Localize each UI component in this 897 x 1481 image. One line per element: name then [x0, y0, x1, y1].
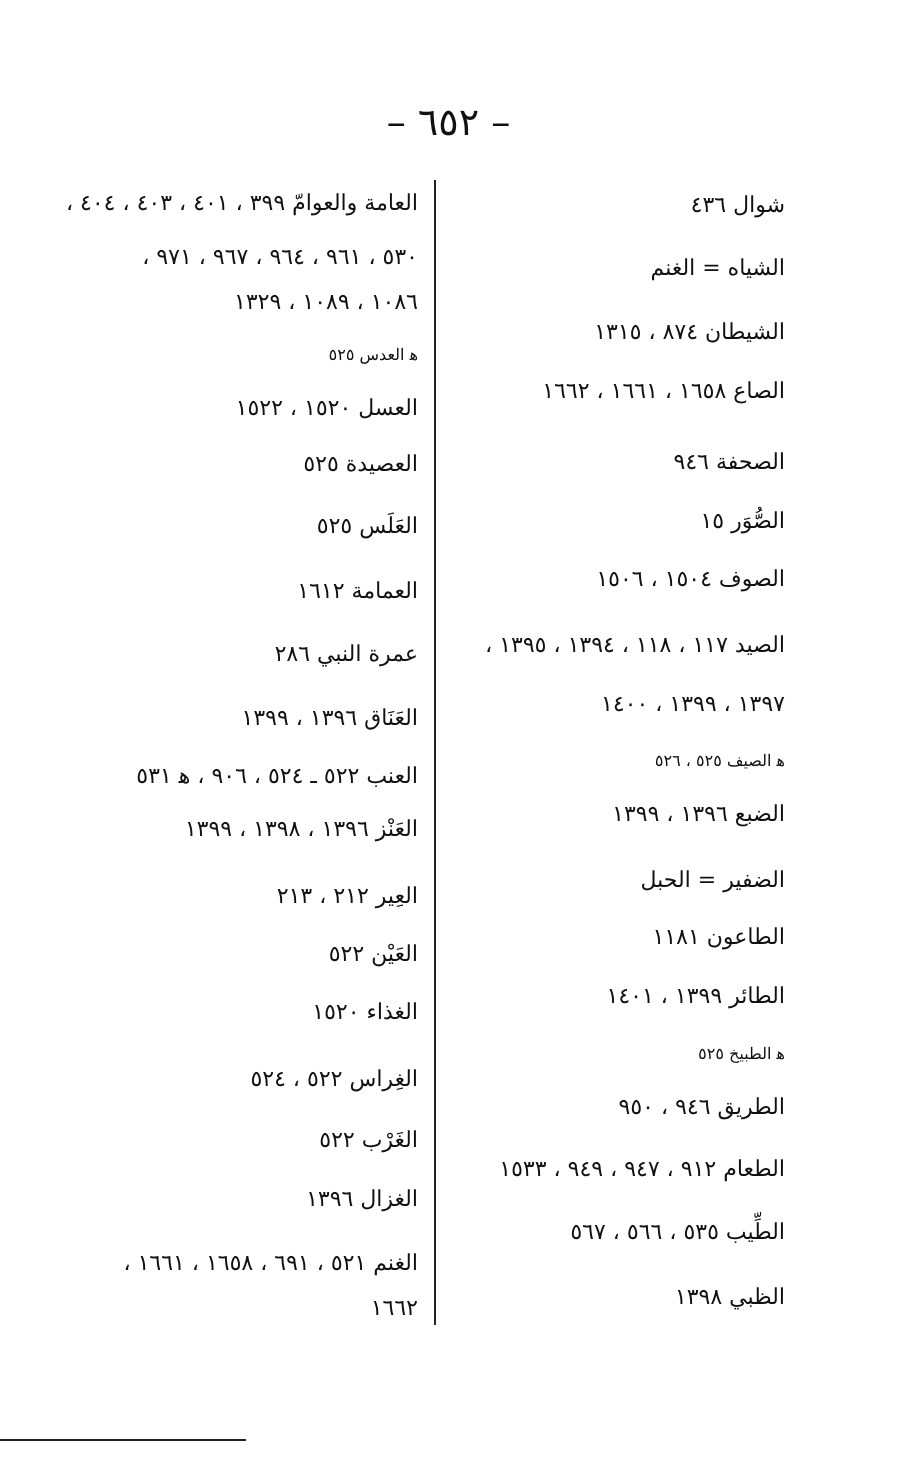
index-entry: ﻫ الطبيخ ٥٢٥ [698, 1044, 785, 1063]
index-entry: الغنم ٥٢١ ، ٦٩١ ، ١٦٥٨ ، ١٦٦١ ، [123, 1251, 418, 1276]
index-entry: الصوف ١٥٠٤ ، ١٥٠٦ [596, 567, 785, 592]
index-entry: العصيدة ٥٢٥ [303, 452, 418, 477]
index-entry: العامة والعوامّ ٣٩٩ ، ٤٠١ ، ٤٠٣ ، ٤٠٤ ، [65, 191, 418, 216]
index-entry: العمامة ١٦١٢ [297, 579, 418, 604]
index-entry: الطريق ٩٤٦ ، ٩٥٠ [618, 1095, 785, 1120]
index-entry: ١٠٨٦ ، ١٠٨٩ ، ١٣٢٩ [234, 290, 418, 315]
page-number: – ٦٥٢ – [386, 100, 511, 144]
index-entry: العَيْن ٥٢٢ [328, 942, 418, 967]
index-entry: ﻫ العدس ٥٢٥ [328, 345, 418, 364]
index-entry: الغذاء ١٥٢٠ [312, 1000, 418, 1025]
index-entry: الصيد ١١٧ ، ١١٨ ، ١٣٩٤ ، ١٣٩٥ ، [485, 633, 785, 658]
index-entry: الطعام ٩١٢ ، ٩٤٧ ، ٩٤٩ ، ١٥٣٣ [499, 1157, 785, 1182]
index-entry: شوال ٤٣٦ [690, 193, 785, 218]
footer-rule [0, 1439, 246, 1441]
index-entry: الشياه = الغنم [650, 256, 785, 281]
index-entry: العَنْز ١٣٩٦ ، ١٣٩٨ ، ١٣٩٩ [184, 817, 418, 842]
index-entry: الصحفة ٩٤٦ [673, 450, 785, 475]
index-entry: العنب ٥٢٢ ـ ٥٢٤ ، ٩٠٦ ، ﻫ ٥٣١ [136, 764, 418, 789]
index-entry: العَنَاق ١٣٩٦ ، ١٣٩٩ [241, 706, 418, 731]
index-entry: الصُّوَر ١٥ [700, 509, 785, 534]
index-entry: الشيطان ٨٧٤ ، ١٣١٥ [594, 320, 785, 345]
index-entry: الضبع ١٣٩٦ ، ١٣٩٩ [612, 802, 785, 827]
index-entry: العسل ١٥٢٠ ، ١٥٢٢ [235, 396, 418, 421]
index-entry: العِير ٢١٢ ، ٢١٣ [276, 884, 418, 909]
index-entry: الظبي ١٣٩٨ [674, 1285, 785, 1310]
index-entry: الغزال ١٣٩٦ [306, 1187, 418, 1212]
index-entry: العَلَس ٥٢٥ [316, 514, 418, 539]
index-entry: الغِراس ٥٢٢ ، ٥٢٤ [250, 1067, 418, 1092]
index-entry: الضفير = الحبل [640, 868, 785, 893]
index-entry: ﻫ الصيف ٥٢٥ ، ٥٢٦ [654, 751, 785, 770]
index-entry: الطِّيب ٥٣٥ ، ٥٦٦ ، ٥٦٧ [570, 1220, 785, 1245]
index-entry: ١٦٦٢ [370, 1296, 418, 1321]
index-entry: ١٣٩٧ ، ١٣٩٩ ، ١٤٠٠ [601, 692, 785, 717]
index-entry: الغَرْب ٥٢٢ [319, 1128, 418, 1153]
column-divider [434, 180, 436, 1325]
index-entry: الصاع ١٦٥٨ ، ١٦٦١ ، ١٦٦٢ [542, 379, 785, 404]
index-entry: الطاعون ١١٨١ [652, 925, 785, 950]
index-entry: الطائر ١٣٩٩ ، ١٤٠١ [606, 984, 785, 1009]
index-entry: ٥٣٠ ، ٩٦١ ، ٩٦٤ ، ٩٦٧ ، ٩٧١ ، [142, 245, 418, 270]
index-entry: عمرة النبي ٢٨٦ [274, 642, 418, 667]
